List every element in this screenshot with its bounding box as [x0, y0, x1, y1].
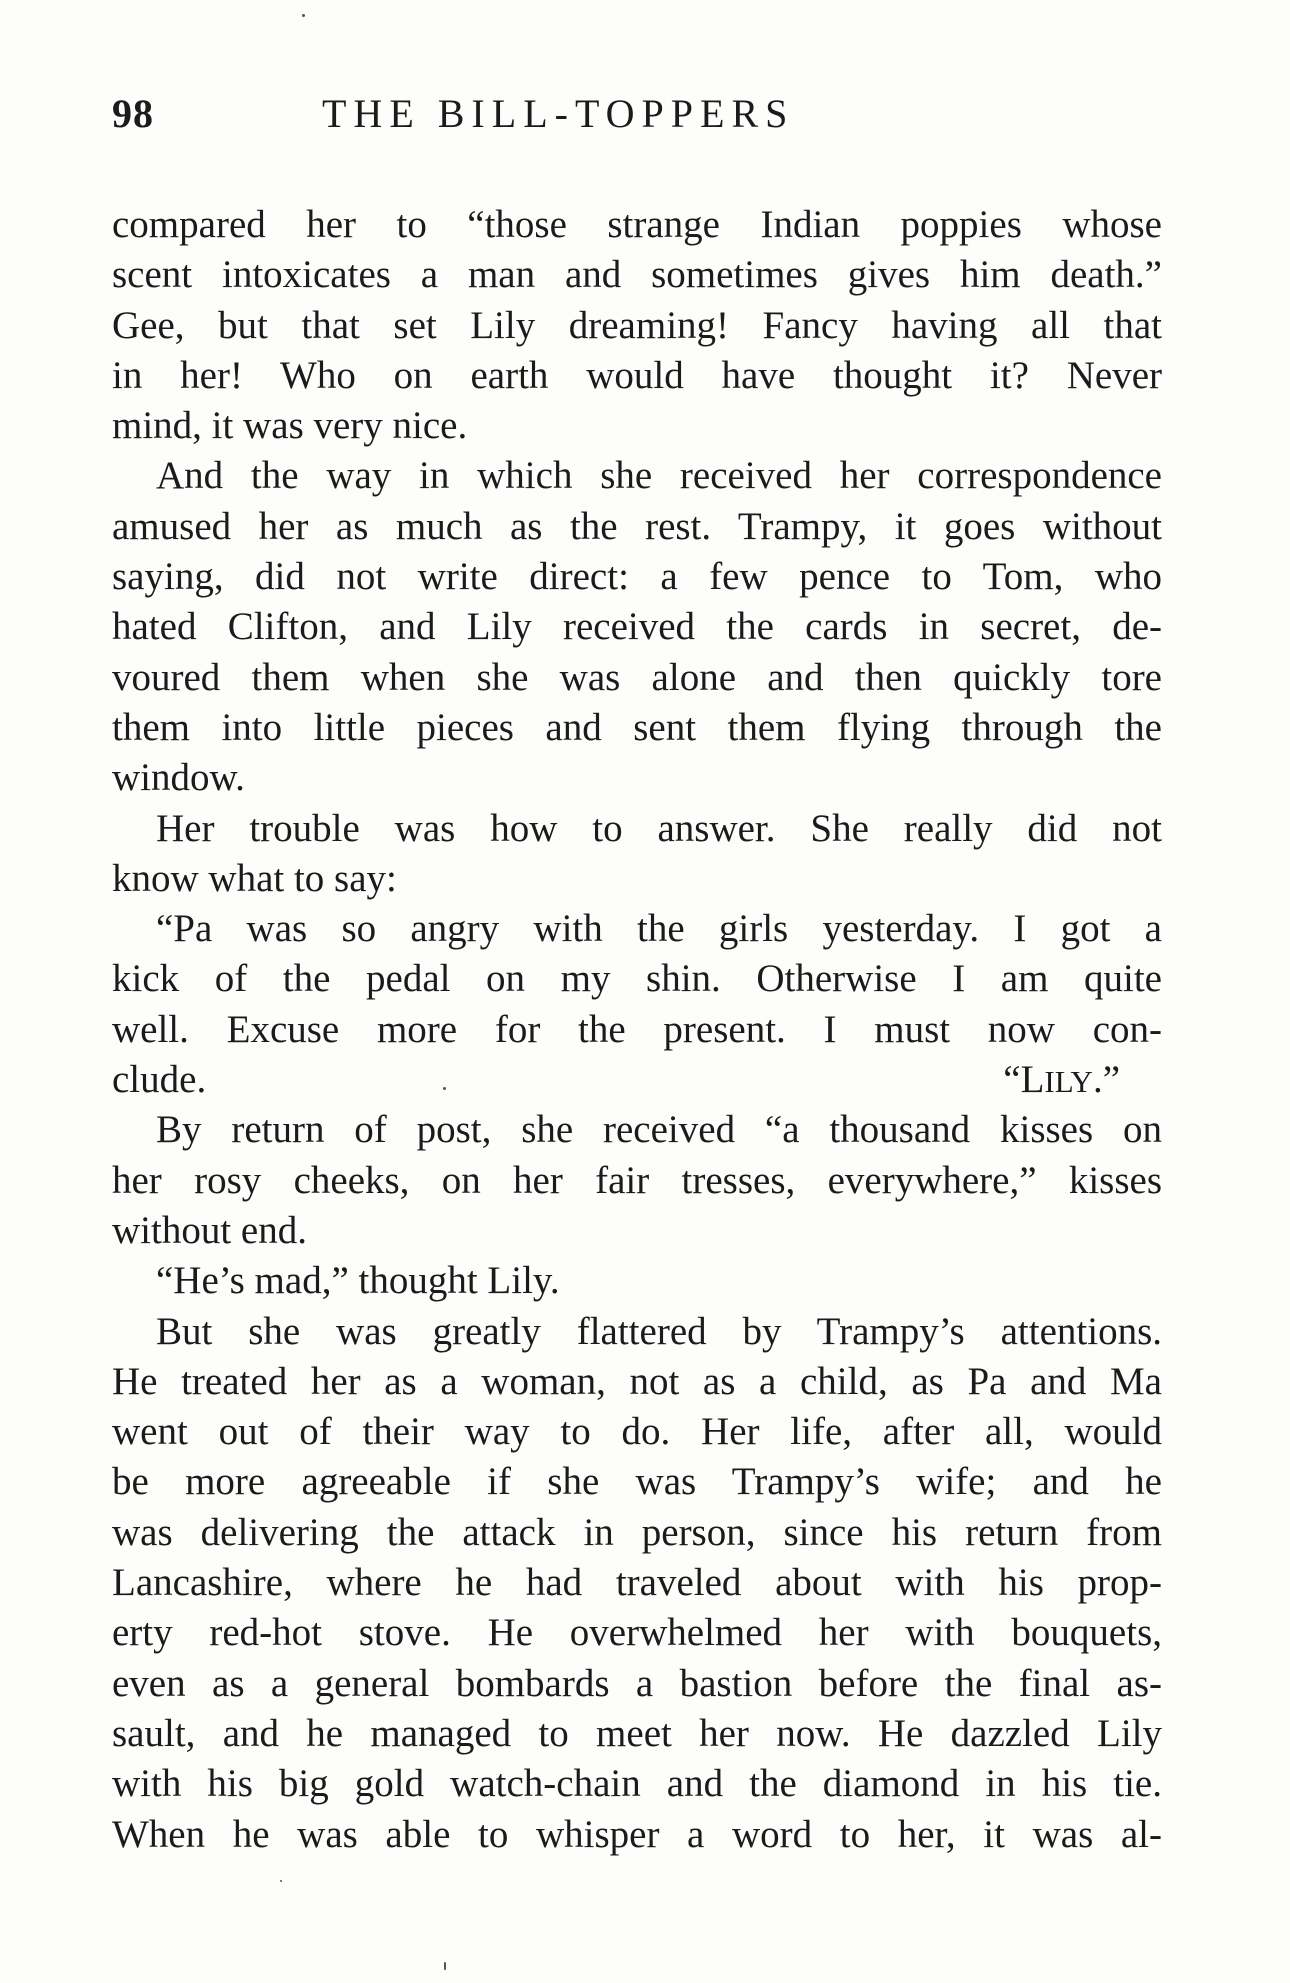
text-line: saying, did not write direct: a few pence to Tom, who — [112, 555, 1162, 599]
text-line: without end. — [112, 1208, 307, 1252]
text-line: He treated her as a woman, not as a child, as Pa and Ma — [112, 1359, 1162, 1403]
text-line: When he was able to whisper a word to her, it was al- — [112, 1812, 1162, 1856]
text-line: in her! Who on earth would have thought it? Never — [112, 353, 1162, 397]
text-line: Her trouble was how to answer. She really did not — [156, 806, 1162, 850]
scan-speck — [302, 14, 305, 17]
text-line: well. Excuse more for the present. I must now con- — [112, 1007, 1162, 1051]
text-line: Lancashire, where he had traveled about with his prop- — [112, 1561, 1162, 1605]
paragraph — [112, 1105, 1162, 1256]
text-line: By return of post, she received “a thousand kisses on — [156, 1108, 1162, 1152]
text-line: voured them when she was alone and then quickly tore — [112, 655, 1162, 699]
page-header — [112, 90, 1162, 150]
running-title: THE BILL-TOPPERS — [322, 91, 795, 136]
paragraph — [112, 1256, 1162, 1306]
text-line: hated Clifton, and Lily received the cards in secret, de- — [112, 605, 1162, 649]
body-text — [112, 200, 1162, 1860]
text-line: them into little pieces and sent them flying through the — [112, 705, 1162, 749]
text-line: And the way in which she received her correspondence — [156, 454, 1162, 498]
paragraph — [112, 451, 1162, 803]
text-line: sault, and he managed to meet her now. He dazzled Lily — [112, 1711, 1162, 1755]
scan-speck — [443, 1087, 446, 1090]
letter-closing-line — [112, 1055, 1162, 1105]
scan-speck — [280, 1880, 282, 1882]
text-line: kick of the pedal on my shin. Otherwise I am quite — [112, 957, 1162, 1001]
text-line: be more agreeable if she was Trampy’s wife; and he — [112, 1460, 1162, 1504]
letter-signature: “LILY.” — [1003, 1058, 1120, 1102]
text-line: amused her as much as the rest. Trampy, it goes without — [112, 504, 1162, 548]
text-line: “Pa was so angry with the girls yesterday. I got a — [156, 907, 1162, 951]
text-line: But she was greatly flattered by Trampy’s attentions. — [156, 1309, 1162, 1353]
text-line: erty red-hot stove. He overwhelmed her with bouquets, — [112, 1611, 1162, 1655]
letter-paragraph — [112, 904, 1162, 1105]
text-line: window. — [112, 756, 245, 800]
paragraph — [112, 804, 1162, 905]
paragraph — [112, 200, 1162, 451]
text-line: went out of their way to do. Her life, after all, would — [112, 1410, 1162, 1454]
text-line: even as a general bombards a bastion before the final as- — [112, 1661, 1162, 1705]
text-line: mind, it was very nice. — [112, 404, 468, 448]
page-number: 98 — [112, 91, 154, 136]
text-line: “He’s mad,” thought Lily. — [156, 1259, 560, 1303]
text-line: scent intoxicates a man and sometimes gives him death.” — [112, 253, 1162, 297]
text-line: was delivering the attack in person, since his return from — [112, 1510, 1162, 1554]
paragraph — [112, 1307, 1162, 1860]
text-line: Gee, but that set Lily dreaming! Fancy having all that — [112, 303, 1162, 347]
closing-text: clude. — [112, 1058, 207, 1102]
text-line: compared her to “those strange Indian poppies whose — [112, 203, 1162, 246]
text-line: her rosy cheeks, on her fair tresses, everywhere,” kisses — [112, 1158, 1162, 1202]
text-line: with his big gold watch-chain and the diamond in his tie. — [112, 1762, 1162, 1806]
text-line: know what to say: — [112, 856, 397, 900]
scan-speck — [444, 1962, 446, 1970]
